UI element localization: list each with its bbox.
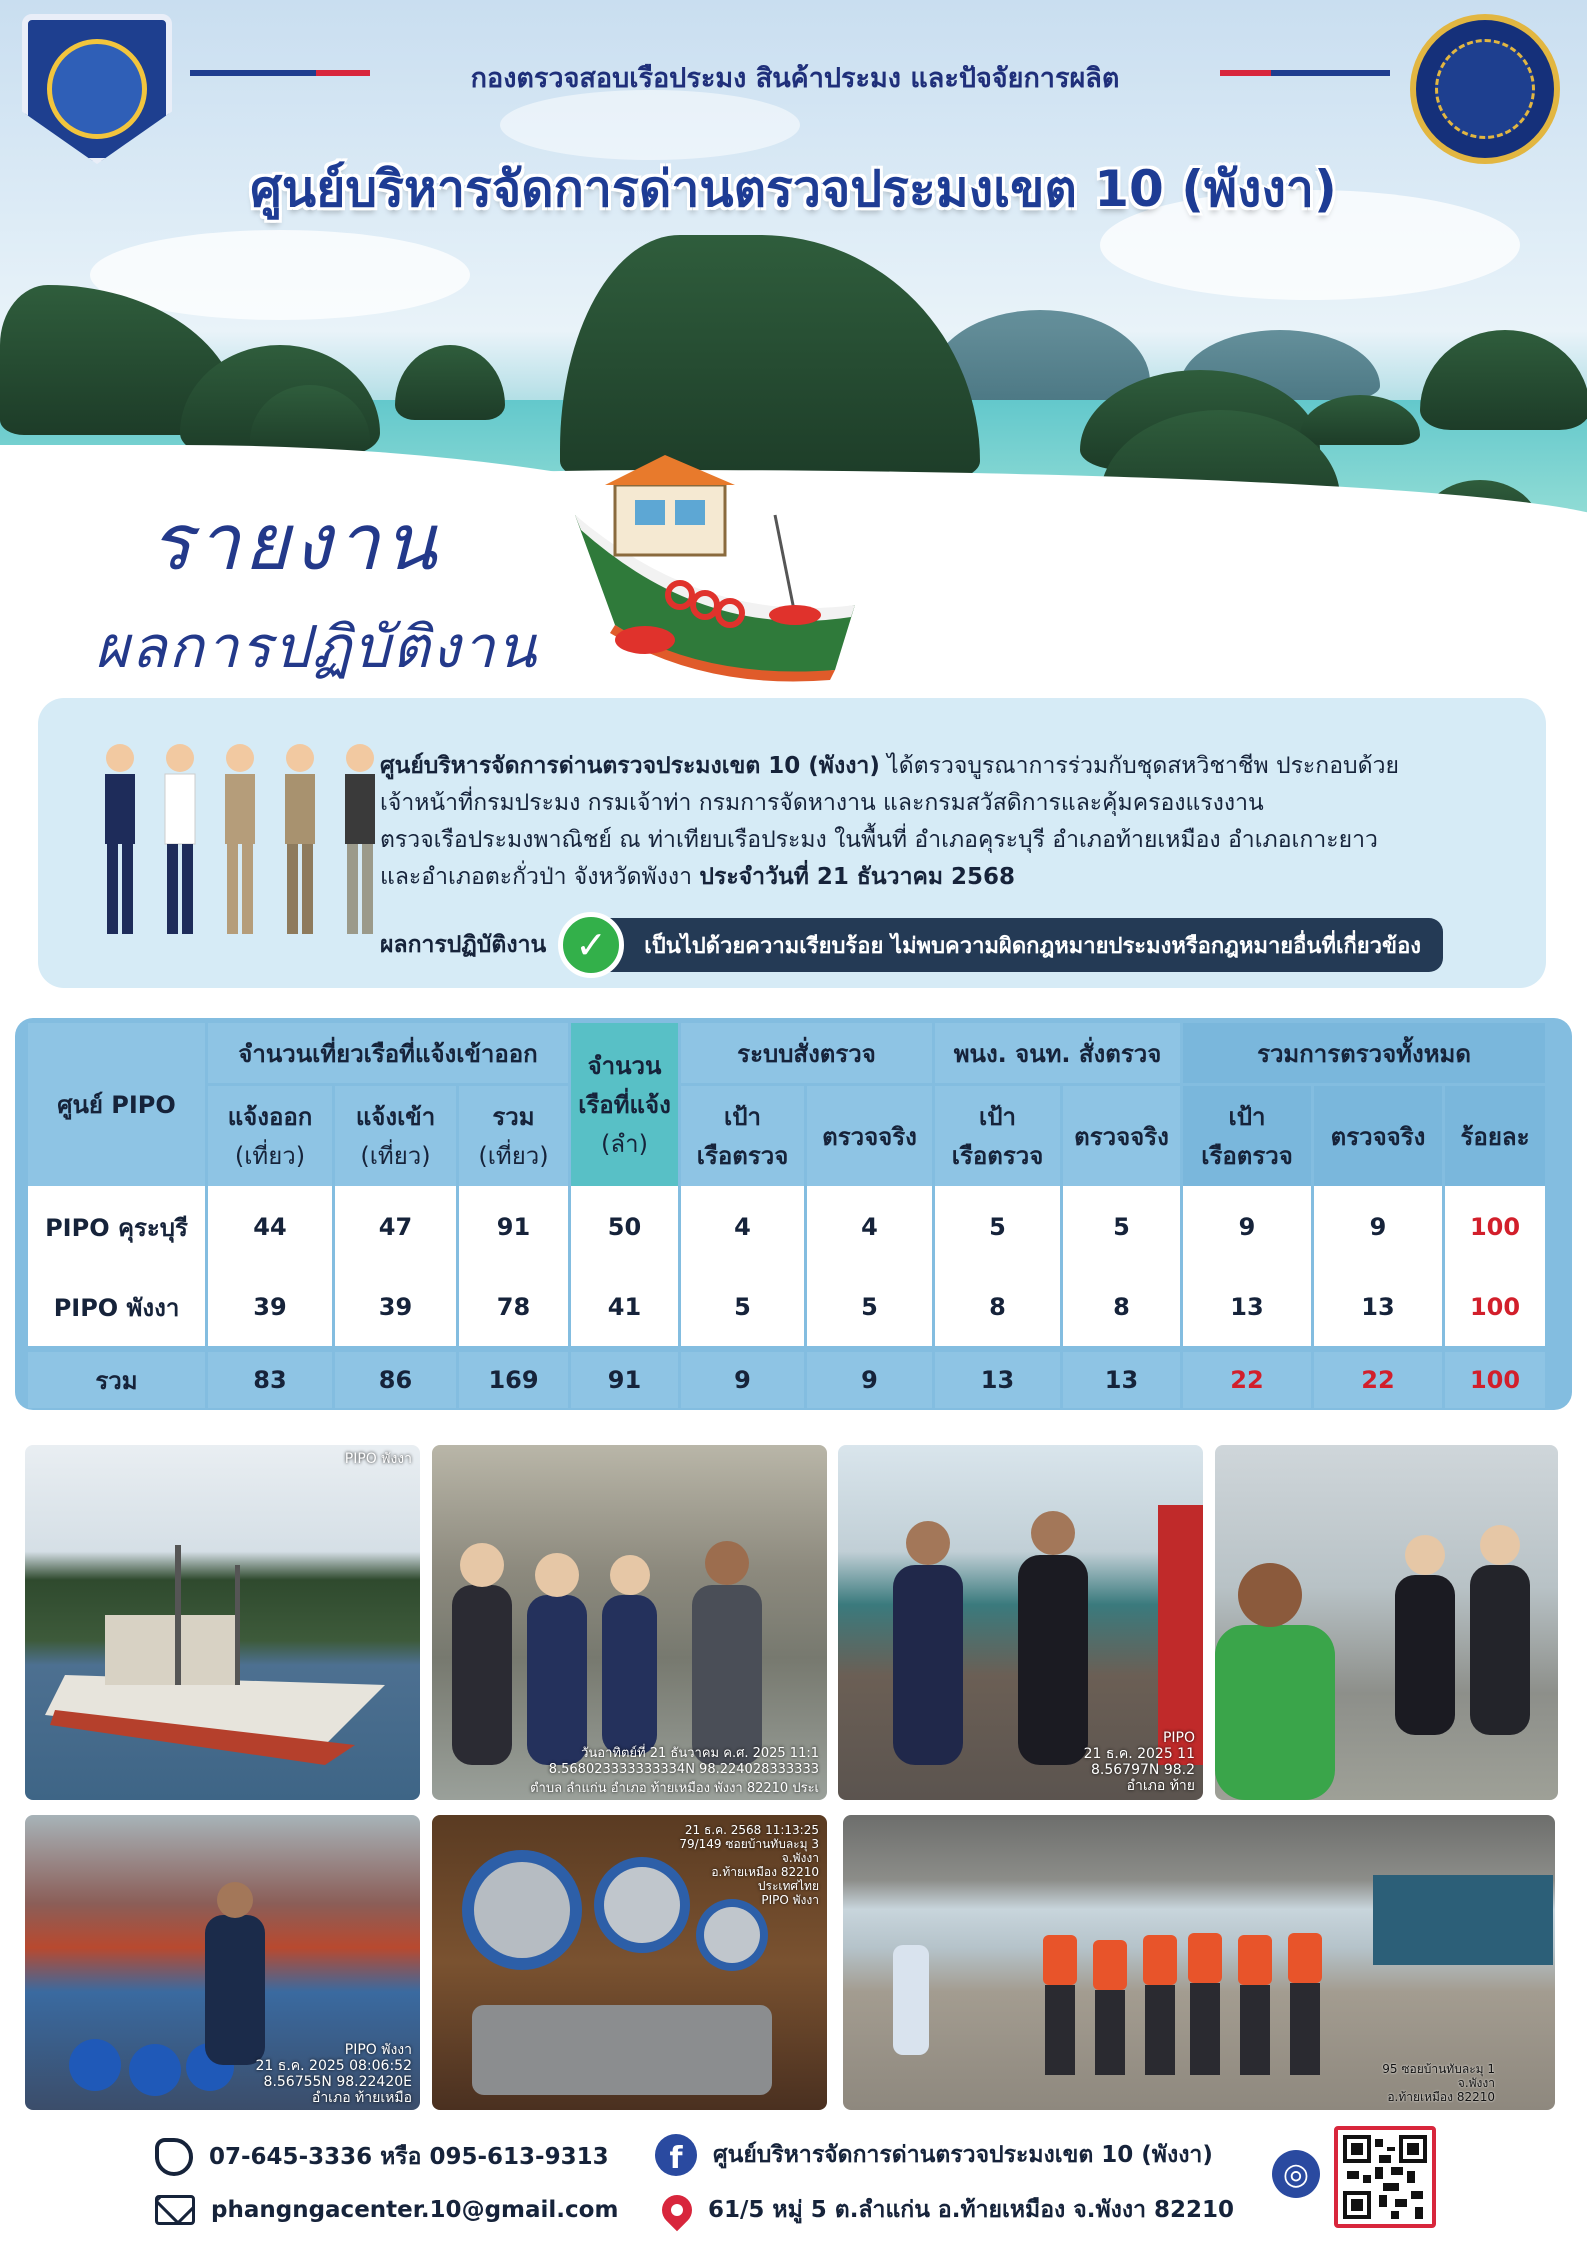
cell-sys-target: 4 xyxy=(681,1186,807,1268)
footer-phone xyxy=(155,2138,609,2176)
qr-pattern xyxy=(1343,2135,1427,2219)
target-label: เป้า xyxy=(979,1103,1016,1131)
total-sys-target: 9 xyxy=(681,1346,807,1408)
header-all: รวมการตรวจทั้งหมด xyxy=(1183,1023,1545,1086)
address: 61/5 หมู่ 5 ต.ลำแก่น อ.ท้ายเหมือง จ.พังงา 82210 xyxy=(708,2197,1235,2223)
header-vessels xyxy=(571,1023,681,1186)
photo-caption-line: อ.ท้ายเหมือง 82210 xyxy=(711,1865,819,1879)
header-all-target xyxy=(1183,1086,1314,1186)
header-vessels-line2: เรือที่แจ้ง xyxy=(578,1091,671,1119)
photo-caption-line: 95 ซอยบ้านทับละมุ 1 xyxy=(1382,2062,1495,2076)
island xyxy=(1420,330,1587,430)
header-in-label: แจ้งเข้า xyxy=(355,1103,436,1131)
summary-line-4 xyxy=(380,859,1510,896)
footer-facebook xyxy=(655,2134,1213,2176)
center-name: ศูนย์บริหารจัดการด่านตรวจประมงเขต 10 (พังงา) xyxy=(380,753,880,779)
total-out: 83 xyxy=(208,1346,335,1408)
badge-icon xyxy=(47,39,147,139)
globe-icon[interactable]: ◎ xyxy=(1272,2150,1320,2198)
photo-caption-line: อำเภอ ท้าย xyxy=(1126,1778,1195,1794)
island xyxy=(395,345,505,420)
header-vessels-unit: (ลำ) xyxy=(601,1130,648,1158)
island-main xyxy=(560,235,980,485)
summary-line-3: ตรวจเรือประมงพาณิชย์ ณ ท่าเทียบเรือประมง ในพื้นที่ อำเภอคุระบุรี อำเภอท้ายเหมือง อำเภอเกาะยาว xyxy=(380,827,1378,853)
header-pipo: ศูนย์ PIPO xyxy=(28,1023,208,1186)
summary-location: และอำเภอตะกั่วป่า จังหวัดพังงา xyxy=(380,864,700,890)
summary-line-1 xyxy=(380,748,1510,785)
table-row xyxy=(28,1268,1545,1346)
photo-inspection-dock xyxy=(432,1445,827,1800)
row-name: PIPO พังงา xyxy=(28,1268,208,1346)
header-out-unit: (เที่ยว) xyxy=(234,1142,306,1170)
department-name: กองตรวจสอบเรือประมง สินค้าประมง และปัจจัยการผลิต xyxy=(470,63,1120,94)
photo-caption-line: 21 ธ.ค. 2568 11:13:25 xyxy=(684,1823,819,1837)
facebook-page[interactable]: ศูนย์บริหารจัดการด่านตรวจประมงเขต 10 (พังงา) xyxy=(713,2142,1213,2168)
header-sys-actual: ตรวจจริง xyxy=(807,1086,935,1186)
photo-caption xyxy=(679,1823,819,1907)
cell-off-target: 8 xyxy=(935,1268,1063,1346)
photo-caption-line: อำเภอ ท้ายเหมือ xyxy=(311,2090,412,2106)
cell-sys-actual: 5 xyxy=(807,1268,935,1346)
phone-number[interactable]: 07-645-3336 หรือ 095-613-9313 xyxy=(209,2144,609,2170)
header-system: ระบบสั่งตรวจ xyxy=(681,1023,935,1086)
header-trips: จำนวนเที่ยวเรือที่แจ้งเข้าออก xyxy=(208,1023,571,1086)
cell-out: 44 xyxy=(208,1186,335,1268)
table-total-row xyxy=(28,1346,1545,1408)
photo-crew-lineup xyxy=(843,1815,1555,2110)
cell-sys-actual: 4 xyxy=(807,1186,935,1268)
header-off-actual: ตรวจจริง xyxy=(1063,1086,1183,1186)
cell-out: 39 xyxy=(208,1268,335,1346)
photo-caption-line: อ.ท้ายเหมือง 82210 xyxy=(1387,2090,1495,2104)
total-percent: 100 xyxy=(1445,1346,1545,1408)
vessel-shape xyxy=(25,1445,420,1800)
photo-caption xyxy=(1382,2062,1495,2104)
photo-caption: ตำบล ลำแก่น อำเภอ ท้ายเหมือง พังงา 82210 ประเ xyxy=(530,1781,819,1796)
cell-in: 39 xyxy=(335,1268,459,1346)
header-line-left xyxy=(190,70,370,76)
total-in: 86 xyxy=(335,1346,459,1408)
total-total: 169 xyxy=(459,1346,571,1408)
photo-crew-check xyxy=(1215,1445,1558,1800)
cell-total: 91 xyxy=(459,1186,571,1268)
cell-all-target: 13 xyxy=(1183,1268,1314,1346)
table-row xyxy=(28,1186,1545,1268)
crew-shape xyxy=(1215,1445,1558,1800)
photo-caption-line: ประเทศไทย xyxy=(757,1879,819,1893)
inspection-table-panel xyxy=(15,1018,1572,1410)
photo-caption-line: 21 ธ.ค. 2025 11 xyxy=(1083,1746,1195,1762)
photo-caption-line: 8.568023333333334N 98.224028333333 xyxy=(548,1762,819,1777)
cell-in: 47 xyxy=(335,1186,459,1268)
total-all-target: 22 xyxy=(1183,1346,1314,1408)
total-off-actual: 13 xyxy=(1063,1346,1183,1408)
cell-total: 78 xyxy=(459,1268,571,1346)
photo-boat-inspection xyxy=(838,1445,1203,1800)
seal-icon xyxy=(1435,39,1535,139)
row-name: PIPO คุระบุรี xyxy=(28,1186,208,1268)
photo-caption-line: 21 ธ.ค. 2025 08:06:52 xyxy=(255,2058,412,2074)
cell-off-target: 5 xyxy=(935,1186,1063,1268)
header-line-right xyxy=(1220,70,1390,76)
photo-caption: PIPO พังงา xyxy=(344,1451,412,1467)
cell-off-actual: 8 xyxy=(1063,1268,1183,1346)
cell-sys-target: 5 xyxy=(681,1268,807,1346)
header-in xyxy=(335,1086,459,1186)
location-pin-icon xyxy=(656,2189,698,2231)
header-out-label: แจ้งออก xyxy=(227,1103,313,1131)
checkmark-icon: ✓ xyxy=(558,912,624,978)
photo-caption xyxy=(256,2042,412,2106)
footer-address xyxy=(662,2192,1234,2228)
header-off-target xyxy=(935,1086,1063,1186)
total-vessels: 91 xyxy=(571,1346,681,1408)
photo-caption-line: PIPO พังงา xyxy=(344,2042,412,2058)
summary-text xyxy=(380,748,1510,896)
facebook-icon: f xyxy=(655,2134,697,2176)
cell-all-actual: 9 xyxy=(1314,1186,1445,1268)
total-all-actual: 22 xyxy=(1314,1346,1445,1408)
result-label: ผลการปฏิบัติงาน xyxy=(380,932,547,958)
cell-vessels: 41 xyxy=(571,1268,681,1346)
department-of-fisheries-seal xyxy=(1410,14,1560,164)
photo-caption-line: 8.56797N 98.2 xyxy=(1091,1762,1195,1778)
summary-lead-rest: ได้ตรวจบูรณาการร่วมกับชุดสหวิชาชีพ ประกอบด้วย xyxy=(879,753,1399,779)
photo-caption xyxy=(549,1746,819,1778)
result-row xyxy=(380,916,1443,974)
summary-panel xyxy=(38,698,1546,988)
photo-caption-line: จ.พังงา xyxy=(1457,2076,1495,2090)
cell-vessels: 50 xyxy=(571,1186,681,1268)
cell-off-actual: 5 xyxy=(1063,1186,1183,1268)
photo-caption-line: 79/149 ซอยบ้านทับละมุ 3 xyxy=(679,1837,819,1851)
email-address[interactable]: phangngacenter.10@gmail.com xyxy=(211,2197,619,2223)
photo-caption xyxy=(1084,1730,1195,1794)
header-out xyxy=(208,1086,335,1186)
header-officer: พนง. จนท. สั่งตรวจ xyxy=(935,1023,1183,1086)
header-total-label: รวม xyxy=(492,1103,535,1131)
phone-icon xyxy=(155,2138,193,2176)
fishing-boat-illustration xyxy=(555,455,875,685)
center-title: ศูนย์บริหารจัดการด่านตรวจประมงเขต 10 (พังงา) xyxy=(250,160,1337,218)
total-name: รวม xyxy=(28,1346,208,1408)
photo-fish-hold xyxy=(432,1815,827,2110)
mail-icon xyxy=(155,2195,195,2225)
report-title: รายงาน xyxy=(150,498,441,588)
summary-date: ประจำวันที่ 21 ธันวาคม 2568 xyxy=(699,864,1016,890)
total-off-target: 13 xyxy=(935,1346,1063,1408)
cell-percent: 100 xyxy=(1445,1268,1545,1346)
cell-percent: 100 xyxy=(1445,1186,1545,1268)
header-total xyxy=(459,1086,571,1186)
report-subtitle: ผลการปฏิบัติงาน xyxy=(95,613,539,681)
cell-all-target: 9 xyxy=(1183,1186,1314,1268)
target-label-2: เรือตรวจ xyxy=(1201,1142,1293,1170)
header-in-unit: (เที่ยว) xyxy=(360,1142,431,1170)
target-label: เป้า xyxy=(1228,1103,1266,1131)
result-text: เป็นไปด้วยความเรียบร้อย ไม่พบความผิดกฎหมายประมงหรือกฎหมายอื่นที่เกี่ยวข้อง xyxy=(608,918,1443,972)
photo-caption-line: 8.56755N 98.22420E xyxy=(263,2074,412,2090)
summary-line-2: เจ้าหน้าที่กรมประมง กรมเจ้าท่า กรมการจัดหางาน และกรมสวัสดิการและคุ้มครองแรงงาน xyxy=(380,790,1264,816)
officers-illustration xyxy=(90,738,400,948)
photo-caption-line: จ.พังงา xyxy=(781,1851,819,1865)
photo-caption-line: PIPO พังงา xyxy=(761,1893,819,1907)
target-label-2: เรือตรวจ xyxy=(696,1142,789,1170)
header-percent: ร้อยละ xyxy=(1445,1086,1545,1186)
footer-email xyxy=(155,2195,618,2225)
inspection-table xyxy=(28,1023,1545,1408)
header-all-actual: ตรวจจริง xyxy=(1314,1086,1445,1186)
header-sys-target xyxy=(681,1086,807,1186)
header-total-unit: (เที่ยว) xyxy=(478,1142,549,1170)
photo-boat-deck xyxy=(25,1815,420,2110)
target-label: เป้า xyxy=(724,1103,761,1131)
photo-caption-line: PIPO xyxy=(1162,1730,1195,1746)
cell-all-actual: 13 xyxy=(1314,1268,1445,1346)
qr-code[interactable] xyxy=(1334,2126,1436,2228)
photo-fishing-vessel xyxy=(25,1445,420,1800)
total-sys-actual: 9 xyxy=(807,1346,935,1408)
header-vessels-line1: จำนวน xyxy=(587,1052,662,1080)
target-label-2: เรือตรวจ xyxy=(951,1142,1044,1170)
photo-caption-line: วันอาทิตย์ที่ 21 ธันวาคม ค.ศ. 2025 11:1 xyxy=(581,1746,819,1761)
